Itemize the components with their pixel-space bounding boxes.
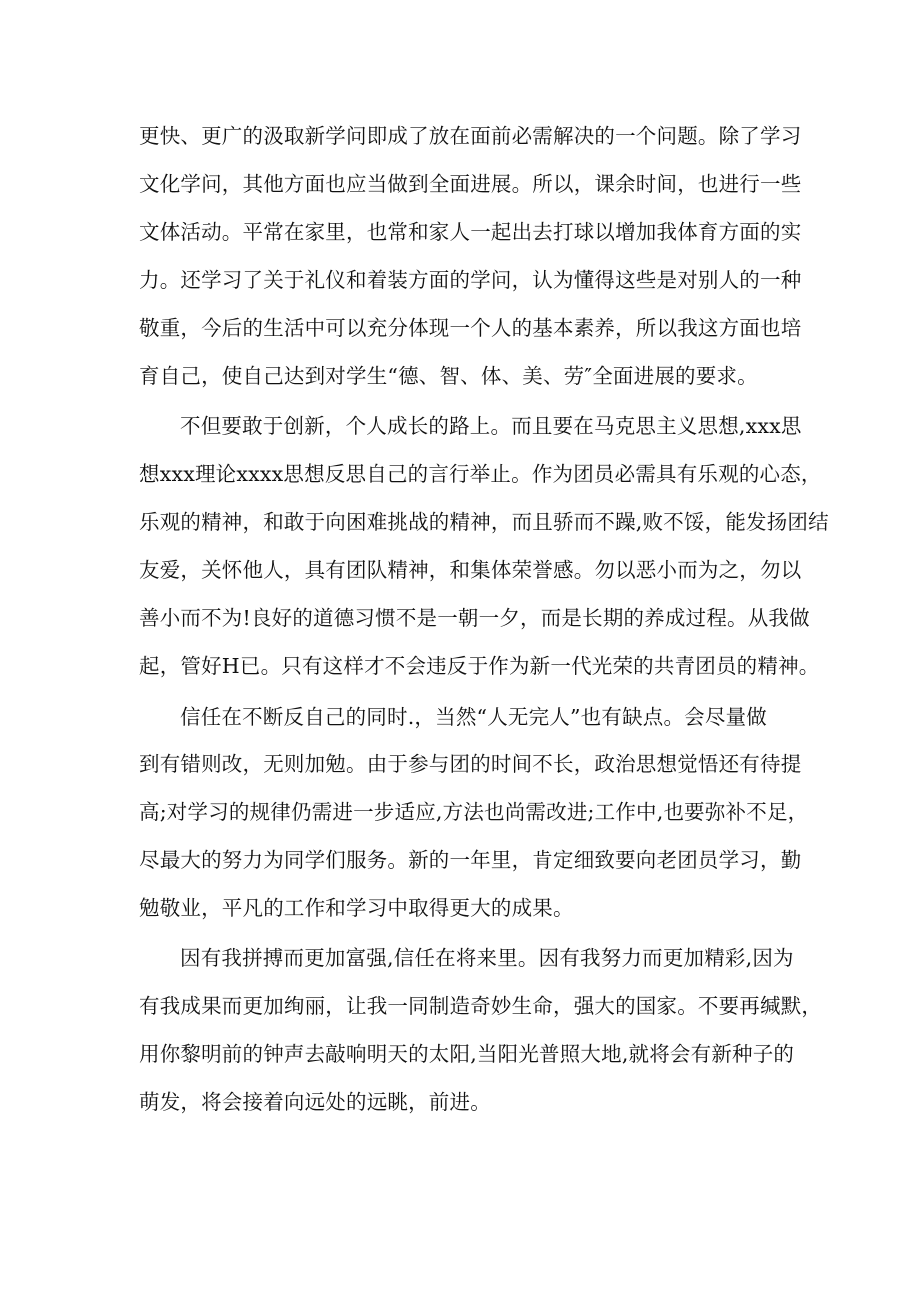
paragraph-line: 有我成果而更加绚丽，让我一同制造奇妙生命，强大的国家。不要再缄默，	[139, 994, 823, 1018]
paragraph-line: 起，管好H已。只有这样才不会违反于作为新一代光荣的共青团员的精神。	[139, 654, 820, 678]
paragraph-line: 不但要敢于创新，个人成长的路上。而且要在马克思主义思想,xxx思	[180, 414, 802, 438]
paragraph-line: 用你黎明前的钟声去敲响明天的太阳,当阳光普照大地,就将会有新种子的	[139, 1042, 795, 1066]
paragraph-line: 力。还学习了关于礼仪和着装方面的学问，认为懂得这些是对别人的一种	[139, 268, 802, 292]
paragraph-line: 育自己，使自己达到对学生“德、智、体、美、劳″全面进展的要求。	[139, 364, 758, 388]
paragraph-line: 勉敬业，平凡的工作和学习中取得更大的成果。	[139, 896, 574, 920]
paragraph-line: 想xxx理论xxxx思想反思自己的言行举止。作为团员必需具有乐观的心态，	[139, 462, 822, 486]
paragraph-line: 文化学问，其他方面也应当做到全面进展。所以，课余时间，也进行一些	[139, 172, 802, 196]
paragraph-line: 友爱，关怀他人，具有团队精神，和集体荣誉感。勿以恶小而为之，勿以	[139, 558, 802, 582]
paragraph-line: 文体活动。平常在家里，也常和家人一起出去打球以增加我体育方面的实	[139, 220, 802, 244]
paragraph-line: 尽最大的努力为同学们服务。新的一年里，肯定细致要向老团员学习，勤	[139, 848, 802, 872]
paragraph-line: 因有我拼搏而更加富强,信任在将来里。因有我努力而更加精彩,因为	[180, 946, 794, 970]
paragraph-line: 萌发，将会接着向远处的远眺，前进。	[139, 1090, 491, 1114]
paragraph-line: 乐观的精神，和敢于向困难挑战的精神，而且骄而不躁,败不馁，能发扬团结	[139, 510, 829, 534]
paragraph-line: 信任在不断反自己的同时.，当然“人无完人”也有缺点。会尽量做	[180, 705, 767, 729]
paragraph-line: 善小而不为!良好的道德习惯不是一朝一夕，而是长期的养成过程。从我做	[139, 606, 810, 630]
paragraph-line: 更快、更广的汲取新学问即成了放在面前必需解决的一个问题。除了学习	[139, 124, 802, 148]
paragraph-line: 到有错则改，无则加勉。由于参与团的时间不长，政治思想觉悟还有待提	[139, 752, 802, 776]
paragraph-line: 敬重，今后的生活中可以充分体现一个人的基本素养，所以我这方面也培	[139, 316, 802, 340]
paragraph-line: 高;对学习的规律仍需进一步适应,方法也尚需改进;工作中,也要弥补不足，	[139, 800, 809, 824]
